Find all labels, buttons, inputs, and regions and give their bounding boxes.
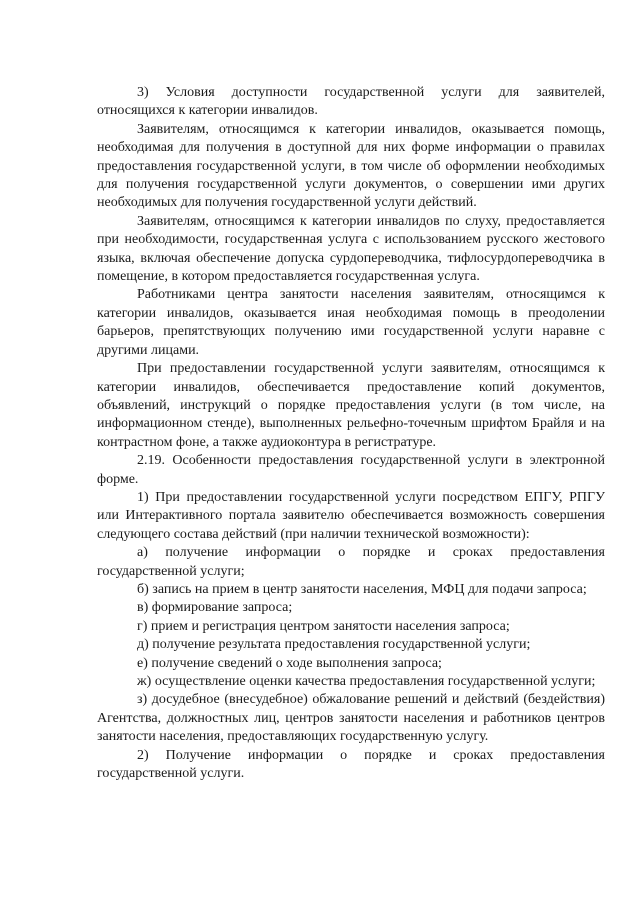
list-item-a: а) получение информации о порядке и сроках предоставления государственной услуги;	[97, 545, 605, 579]
section-heading-2-19: 2.19. Особенности предоставления государственной услуги в электронной форме.	[97, 453, 605, 487]
list-item-g: г) прием и регистрация центром занятости населения запроса;	[137, 618, 510, 634]
list-item-b: б) запись на прием в центр занятости населения, МФЦ для подачи запроса;	[137, 581, 587, 597]
paragraph-sign-language: Заявителям, относящимся к категории инвалидов по слуху, предоставляется при необходимости, государственная услуга с использованием русского жестового языка, включая обеспечение допуска сурдопереводчика, тифлосурдопереводчика в помещение, в котором предоставляется государственная услуга.	[97, 213, 605, 285]
paragraph-electronic-actions: 1) При предоставлении государственной услуги посредством ЕПГУ, РПГУ или Интерактивного портала заявителю обеспечивается возможность совершения следующего состава действий (при наличии технической возможности):	[97, 489, 605, 542]
list-item-e: е) получение сведений о ходе выполнения запроса;	[137, 655, 442, 671]
list-item-d: д) получение результата предоставления государственной услуги;	[137, 637, 531, 653]
list-item-z: з) досудебное (внесудебное) обжалование решений и действий (бездействия) Агентства, должностных лиц, центров занятости населения и работников центров занятости населения, предоставляющих государственную услугу.	[97, 692, 605, 745]
paragraph-barrier-help: Работниками центра занятости населения заявителям, относящимся к категории инвалидов, оказывается иная необходимая помощь в преодолении барьеров, препятствующих получению ими государственной услуги наравне с другими лицами.	[97, 287, 605, 358]
list-item-zh: ж) осуществление оценки качества предоставления государственной услуги;	[137, 674, 596, 689]
paragraph-braille: При предоставлении государственной услуги заявителям, относящимся к категории инвалидов, обеспечивается предоставление копий документов, объявлений, инструкций о порядке предоставления услуги (в том числе, на информационном стенде), выполненных рельефно-точечным шрифтом Брайля и на контрастном фоне, а также аудиоконтура в регистратуре.	[97, 361, 605, 450]
document-page	[97, 84, 605, 783]
paragraph-info-order: 2) Получение информации о порядке и сроках предоставления государственной услуги.	[97, 747, 605, 782]
paragraph-accessibility-conditions: 3) Условия доступности государственной услуги для заявителей, относящихся к категории инвалидов.	[97, 85, 605, 119]
list-item-v: в) формирование запроса;	[137, 600, 293, 616]
paragraph-assistance-info: Заявителям, относящимся к категории инвалидов, оказывается помощь, необходимая для получения в доступной для них форме информации о правилах предоставления государственной услуги, в том числе об оформлении необходимых для получения государственной услуги документов, о совершении ими других необходимых для получения государственной услуги действий.	[97, 121, 605, 211]
